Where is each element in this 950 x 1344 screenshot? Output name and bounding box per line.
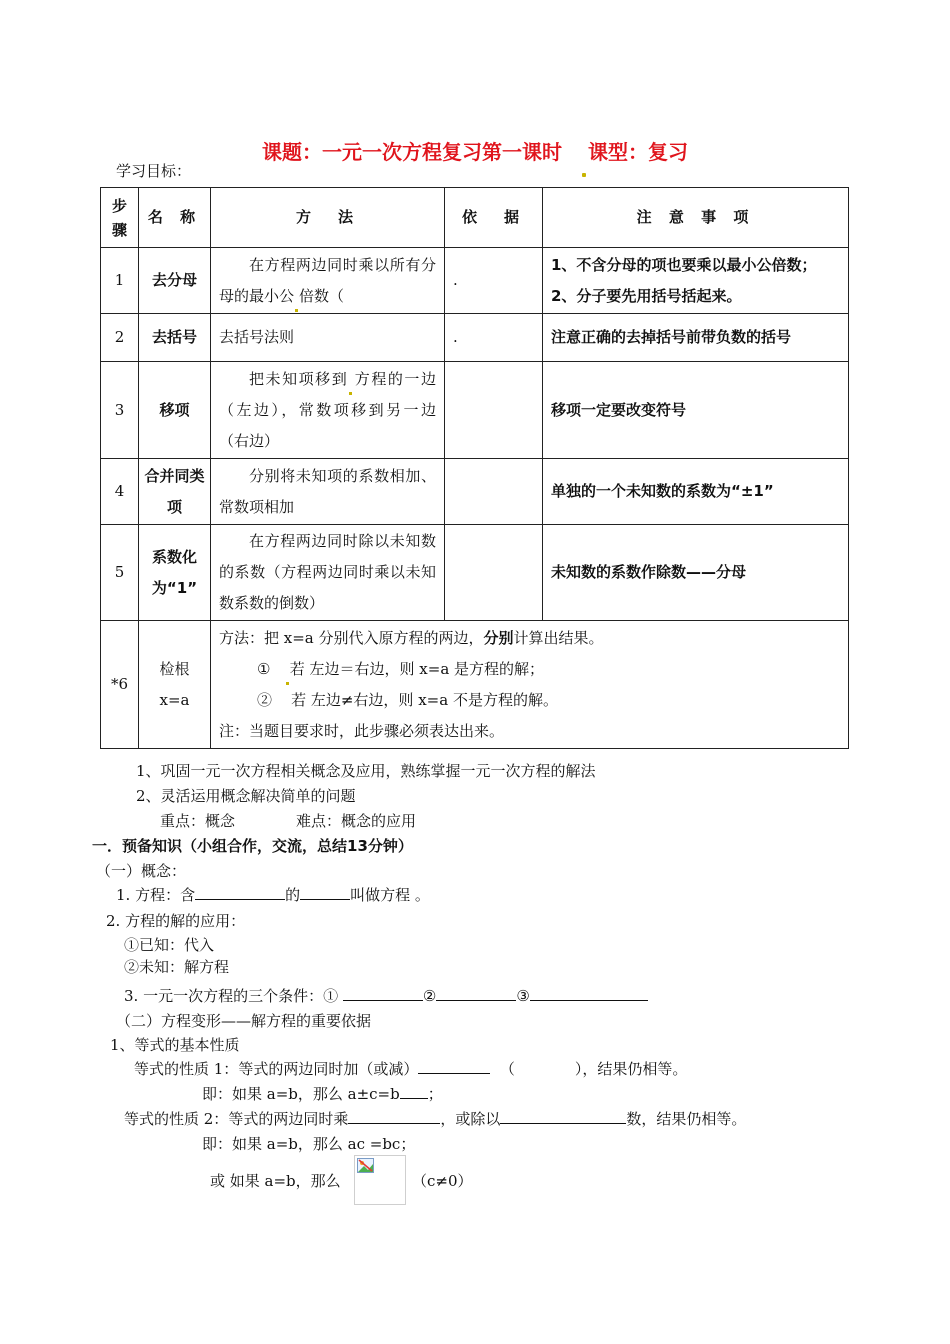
objective-label: 学习目标：: [116, 162, 192, 180]
blank[interactable]: [400, 1084, 428, 1099]
subsection-transform: （二）方程变形——解方程的重要依据: [116, 1012, 372, 1030]
step-note: 未知数的系数作除数——分母: [543, 525, 849, 621]
key-point: 重点：概念: [160, 812, 236, 830]
step-name: 移项: [139, 362, 211, 459]
property-heading: 1、等式的基本性质: [110, 1036, 240, 1054]
steps-table: [100, 187, 849, 749]
check-case-1: ① 若 左边＝右边，则 x=a 是方程的解；: [219, 654, 840, 685]
question-1: 1. 方程：含 的 叫做方程 。: [116, 886, 430, 904]
step-name: [139, 621, 211, 749]
table-row: [101, 362, 849, 459]
step-basis: [445, 459, 543, 525]
table-header-row: [101, 188, 849, 248]
header-notes: 注 意 事 项: [543, 188, 849, 248]
step-name: 去分母: [139, 248, 211, 314]
step-basis: .: [445, 248, 543, 314]
step-method: 去括号法则: [211, 314, 445, 362]
question-2-item-1: ①已知：代入: [124, 936, 215, 954]
property-1-example: 即：如果 a=b，那么 a±c=b ；: [202, 1085, 443, 1103]
blank[interactable]: [300, 885, 350, 900]
property-2-example-2: 或 如果 a=b，那么: [210, 1172, 341, 1190]
step-number: *6: [101, 621, 139, 749]
step-note: 单独的一个未知数的系数为“±1”: [543, 459, 849, 525]
step-number: 2: [101, 314, 139, 362]
step-name-line2: x=a: [159, 690, 190, 709]
step-method: 把未知项移到 方程的一边（左边），常数项移到另一边（右边）: [211, 362, 445, 459]
step-method: 分别将未知项的系数相加、常数项相加: [211, 459, 445, 525]
step-number: 5: [101, 525, 139, 621]
subsection-concepts: （一）概念：: [96, 862, 187, 880]
table-row: [101, 621, 849, 749]
property-2-example: 即：如果 a=b，那么 ac =bc；: [202, 1135, 416, 1153]
goal-2: 2、灵活运用概念解决简单的问题: [136, 787, 356, 805]
header-name: 名 称: [139, 188, 211, 248]
question-3: 3. 一元一次方程的三个条件：① ② ③: [124, 985, 648, 1006]
blank[interactable]: [348, 1109, 440, 1124]
table-row: [101, 459, 849, 525]
step-number: 3: [101, 362, 139, 459]
step-method: 在方程两边同时除以未知数的系数（方程两边同时乘以未知数系数的倒数）: [211, 525, 445, 621]
blank[interactable]: [530, 986, 648, 1001]
blank[interactable]: [500, 1109, 626, 1124]
step-name: 去括号: [139, 314, 211, 362]
step-basis: .: [445, 314, 543, 362]
header-step: 步 骤: [101, 188, 139, 248]
step-method-check: [211, 621, 849, 749]
check-case-2: ② 若 左边≠右边，则 x=a 不是方程的解。: [257, 690, 558, 709]
broken-image-icon: [357, 1158, 375, 1174]
title-topic: 课题：一元一次方程复习第一课时: [262, 140, 562, 164]
marker-dot: [582, 173, 586, 177]
step-name-line1: 检根: [159, 659, 190, 678]
blank[interactable]: [418, 1059, 490, 1074]
table-row: [101, 314, 849, 362]
property-1: 等式的性质 1：等式的两边同时加（或减） （ ），结果仍相等。: [134, 1060, 688, 1078]
step-note: 1、不含分母的项也要乘以最小公倍数；2、分子要先用括号括起来。: [543, 248, 849, 314]
broken-image-placeholder: [354, 1155, 406, 1205]
blank[interactable]: [195, 885, 285, 900]
step-method: 在方程两边同时乘以所有分母的最小公 倍数（: [211, 248, 445, 314]
condition-c: （c≠0）: [412, 1172, 473, 1190]
step-basis: [445, 525, 543, 621]
step-note: 移项一定要改变符号: [543, 362, 849, 459]
blank[interactable]: [436, 986, 516, 1001]
step-number: 1: [101, 248, 139, 314]
goal-1: 1、巩固一元一次方程相关概念及应用，熟练掌握一元一次方程的解法: [136, 762, 596, 780]
header-basis: 依 据: [445, 188, 543, 248]
check-note: 注：当题目要求时，此步骤必须表达出来。: [219, 721, 505, 740]
step-note: 注意正确的去掉括号前带负数的括号: [543, 314, 849, 362]
table-row: [101, 248, 849, 314]
step-name: 合并同类项: [139, 459, 211, 525]
step-basis: [445, 362, 543, 459]
property-2: 等式的性质 2：等式的两边同时乘 ，或除以 数，结果仍相等。: [124, 1110, 747, 1128]
step-name: 系数化为“1”: [139, 525, 211, 621]
title-type: 课型：复习: [588, 140, 688, 164]
table-row: [101, 525, 849, 621]
blank[interactable]: [343, 986, 423, 1001]
step-number: 4: [101, 459, 139, 525]
header-method: 方 法: [211, 188, 445, 248]
check-method: 方法：把 x=a 分别代入原方程的两边，分别计算出结果。: [219, 628, 604, 647]
difficult-point: 难点：概念的应用: [296, 812, 417, 830]
question-2: 2. 方程的解的应用：: [106, 912, 246, 930]
section-1-title: 一．预备知识（小组合作，交流，总结13分钟）: [92, 837, 413, 855]
question-2-item-2: ②未知：解方程: [124, 958, 230, 976]
